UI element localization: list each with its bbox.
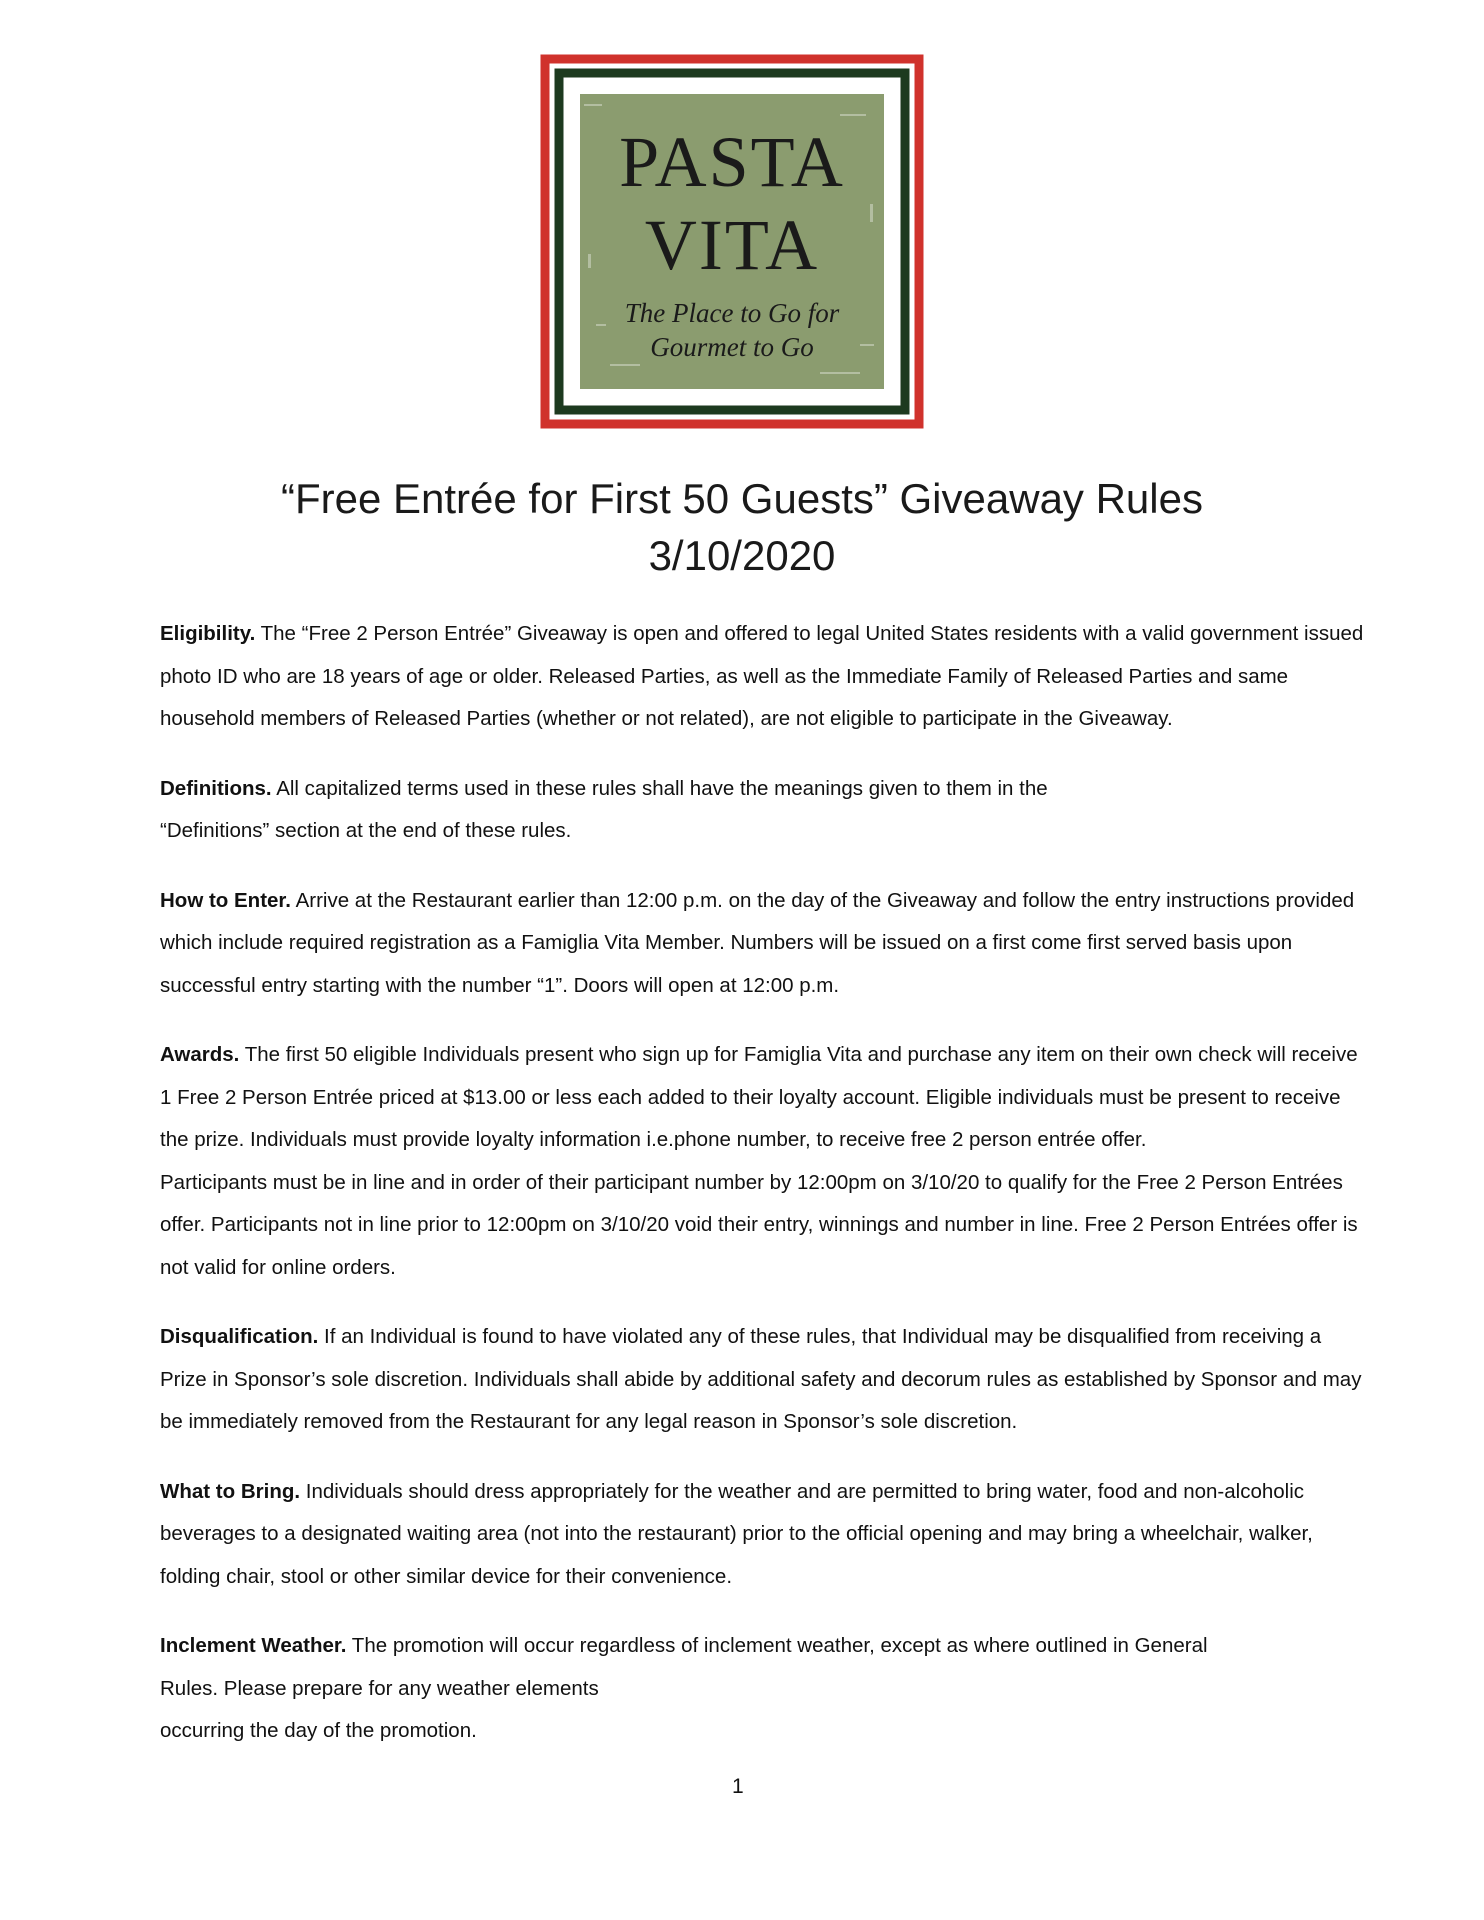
definitions-body-1: All capitalized terms used in these rules shall have the meanings given to them in the [276, 776, 1048, 800]
title-line-1: “Free Entrée for First 50 Guests” Giveaway Rules [281, 475, 1203, 522]
awards-heading: Awards. [160, 1043, 240, 1066]
what-to-bring-body: Individuals should dress appropriately for the weather and are permitted to bring water, food and non-alcoholic beverages to a designated waiting area (not into the restaurant) prior to the official opening and may bring a wheelchair, walker, folding chair, stool or other similar device for their convenience. [160, 1479, 1313, 1588]
disqualification-section [160, 1316, 1365, 1444]
logo-text-pasta: PASTA [619, 122, 845, 202]
how-to-enter-body: Arrive at the Restaurant earlier than 12:00 p.m. on the day of the Giveaway and follow the entry instructions provided which include required registration as a Famiglia Vita Member. Numbers will be issued on a first come first served basis upon successful entry starting with the number “1”. Doors will open at 12:00 p.m. [160, 888, 1355, 997]
definitions-body-2: “Definitions” section at the end of these rules. [160, 819, 572, 842]
awards-participants-paragraph [160, 1162, 1365, 1290]
how-to-enter-section [160, 880, 1365, 1008]
awards-section [160, 1034, 1365, 1162]
logo-tagline-1: The Place to Go for [624, 298, 840, 328]
title-date: 3/10/2020 [648, 532, 836, 579]
eligibility-section [160, 613, 1365, 741]
eligibility-heading: Eligibility. [160, 622, 256, 645]
logo-text-vita: VITA [644, 205, 820, 285]
what-to-bring-section [160, 1471, 1365, 1599]
pasta-vita-logo [540, 54, 924, 429]
awards-body-2: Participants must be in line and in order of their participant number by 12:00pm on 3/10/20 to qualify for the Free 2 Person Entrées offer. Participants not in line prior to 12:00pm on 3/10/20 void their entry, winnings and number in line. Free 2 Person Entrées offer is not valid for online orders. [160, 1170, 1358, 1279]
page-number: 1 [732, 1775, 744, 1798]
rules-content [160, 613, 1365, 1780]
what-to-bring-heading: What to Bring. [160, 1479, 301, 1503]
disqualification-heading: Disqualification. [160, 1325, 319, 1348]
disqualification-body: If an Individual is found to have violated any of these rules, that Individual may be disqualified from receiving a Prize in Sponsor’s sole discretion. Individuals shall abide by additional safety and decorum rules as established by Sponsor and may be immediately removed from the Restaurant for any legal reason in Sponsor’s sole discretion. [160, 1325, 1362, 1433]
definitions-heading: Definitions. [160, 776, 272, 800]
logo-graphic [540, 54, 924, 429]
document-title [0, 470, 1484, 584]
awards-body: The first 50 eligible Individuals present who sign up for Famiglia Vita and purchase any item on their own check will receive 1 Free 2 Person Entrée priced at $13.00 or less each added to their loyalty account. Eligible individuals must be present to receive the prize. Individuals must provide loyalty information i.e.phone number, to receive free 2 person entrée offer. [160, 1043, 1358, 1151]
inclement-weather-body-3: occurring the day of the promotion. [160, 1719, 477, 1742]
inclement-weather-section [160, 1625, 1365, 1753]
eligibility-body: The “Free 2 Person Entrée” Giveaway is open and offered to legal United States residents with a valid government issued photo ID who are 18 years of age or older. Released Parties, as well as the Immediate Family of Released Parties and same household members of Released Parties (whether or not related), are not eligible to participate in the Giveaway. [160, 622, 1364, 730]
how-to-enter-heading: How to Enter. [160, 888, 291, 912]
inclement-weather-heading: Inclement Weather. [160, 1634, 347, 1657]
definitions-section [160, 768, 1365, 853]
inclement-weather-body-1: The promotion will occur regardless of inclement weather, except as where outlined in General [351, 1634, 1208, 1657]
inclement-weather-body-2: Rules. Please prepare for any weather elements [160, 1676, 599, 1700]
logo-tagline-2: Gourmet to Go [650, 332, 814, 362]
